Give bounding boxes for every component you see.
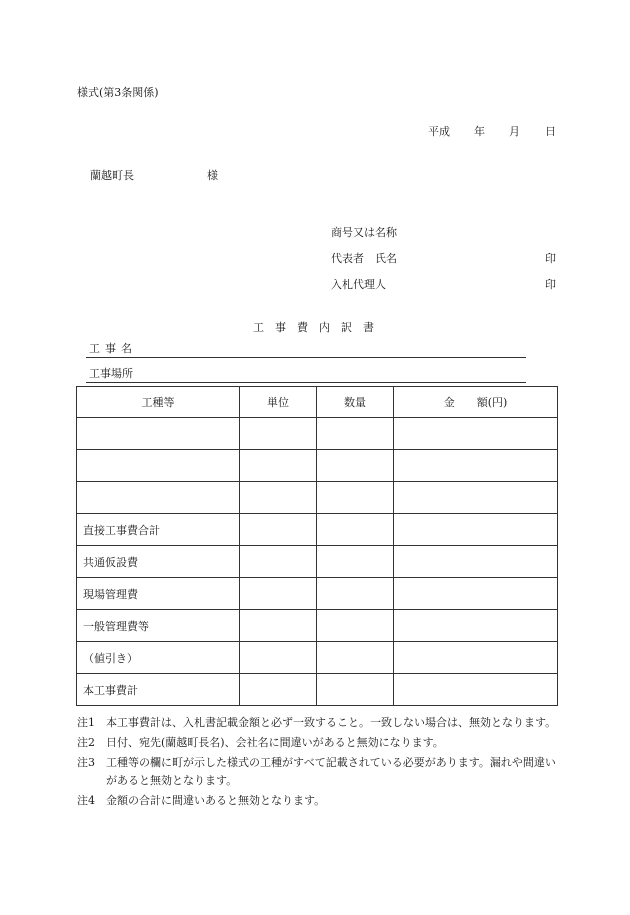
table-row <box>77 546 558 578</box>
note-text: 本工事費計は、入札書記載金額と必ず一致すること。一致しない場合は、無効となります。 <box>106 716 557 729</box>
label-char: 工 <box>89 342 100 355</box>
note-item <box>77 714 562 732</box>
cell-amount[interactable] <box>394 450 558 482</box>
addressee-honorific: 様 <box>207 169 218 182</box>
note-item <box>77 734 562 752</box>
title-char: 訳 <box>341 321 352 334</box>
notes-section <box>77 714 562 812</box>
cell-quantity[interactable] <box>317 418 394 450</box>
label-char: 事 <box>105 342 116 355</box>
note-number: 注3 <box>77 756 95 769</box>
date-day-label: 日 <box>545 125 556 138</box>
seal-agent: 印 <box>545 278 556 291</box>
form-reference: 様式(第3条関係) <box>77 86 159 99</box>
cell-unit[interactable] <box>240 674 317 706</box>
table-header-row <box>77 387 558 418</box>
note-number: 注1 <box>77 716 95 729</box>
cell-work-type: 共通仮設費 <box>77 546 240 578</box>
cell-amount[interactable] <box>394 642 558 674</box>
cell-unit[interactable] <box>240 514 317 546</box>
project-place-label: 工事場所 <box>89 367 133 380</box>
table-row <box>77 578 558 610</box>
date-era: 平成 <box>428 125 450 138</box>
cell-amount[interactable] <box>394 546 558 578</box>
cell-work-type: 現場管理費 <box>77 578 240 610</box>
cell-amount[interactable] <box>394 418 558 450</box>
date-line <box>428 123 556 139</box>
addressee: 蘭越町長 <box>90 169 134 182</box>
cell-quantity[interactable] <box>317 546 394 578</box>
cell-unit[interactable] <box>240 418 317 450</box>
note-number: 注4 <box>77 794 95 807</box>
table-row <box>77 514 558 546</box>
cell-work-type[interactable] <box>77 450 240 482</box>
sender-representative-label: 代表者 氏名 <box>331 252 397 265</box>
project-name-label <box>89 340 137 356</box>
seal-representative: 印 <box>545 252 556 265</box>
sender-agent-label: 入札代理人 <box>331 278 386 291</box>
cell-work-type[interactable] <box>77 418 240 450</box>
cell-quantity[interactable] <box>317 578 394 610</box>
cell-work-type: （値引き） <box>77 642 240 674</box>
table-row <box>77 610 558 642</box>
cell-work-type: 直接工事費合計 <box>77 514 240 546</box>
document-title <box>253 319 385 335</box>
title-char: 書 <box>363 321 374 334</box>
title-char: 工 <box>253 321 264 334</box>
note-number: 注2 <box>77 736 95 749</box>
cell-amount[interactable] <box>394 578 558 610</box>
table-row <box>77 482 558 514</box>
header-work-type: 工種等 <box>77 387 240 418</box>
title-char: 費 <box>297 321 308 334</box>
note-text: 金額の合計に間違いあると無効となります。 <box>106 794 326 807</box>
cell-quantity[interactable] <box>317 482 394 514</box>
cost-breakdown-table <box>76 386 558 706</box>
cell-quantity[interactable] <box>317 610 394 642</box>
cell-unit[interactable] <box>240 578 317 610</box>
cell-unit[interactable] <box>240 482 317 514</box>
date-month-label: 月 <box>509 125 520 138</box>
header-unit: 単位 <box>240 387 317 418</box>
table-row <box>77 450 558 482</box>
cell-work-type[interactable] <box>77 482 240 514</box>
cell-quantity[interactable] <box>317 642 394 674</box>
cell-amount[interactable] <box>394 610 558 642</box>
note-item <box>77 792 562 810</box>
cell-unit[interactable] <box>240 642 317 674</box>
header-amount: 金 額(円) <box>394 387 558 418</box>
cell-unit[interactable] <box>240 450 317 482</box>
note-text: 工種等の欄に町が示した様式の工種がすべて記載されている必要があります。漏れや間違いがあると無効となります。 <box>106 756 556 787</box>
cell-amount[interactable] <box>394 482 558 514</box>
cell-work-type: 一般管理費等 <box>77 610 240 642</box>
cell-quantity[interactable] <box>317 514 394 546</box>
sender-company-label: 商号又は名称 <box>331 226 397 239</box>
cell-unit[interactable] <box>240 610 317 642</box>
cell-amount[interactable] <box>394 674 558 706</box>
cell-unit[interactable] <box>240 546 317 578</box>
header-quantity: 数量 <box>317 387 394 418</box>
table-row <box>77 418 558 450</box>
title-char: 事 <box>275 321 286 334</box>
project-name-field[interactable] <box>86 343 526 358</box>
label-char: 名 <box>121 342 132 355</box>
project-place-field[interactable] <box>86 368 526 383</box>
cell-quantity[interactable] <box>317 450 394 482</box>
cell-work-type: 本工事費計 <box>77 674 240 706</box>
note-item <box>77 754 562 790</box>
table-row <box>77 674 558 706</box>
note-text: 日付、宛先(蘭越町長名)、会社名に間違いがあると無効になります。 <box>106 736 444 749</box>
cell-quantity[interactable] <box>317 674 394 706</box>
table-row <box>77 642 558 674</box>
title-char: 内 <box>319 321 330 334</box>
cell-amount[interactable] <box>394 514 558 546</box>
date-year-label: 年 <box>474 125 485 138</box>
